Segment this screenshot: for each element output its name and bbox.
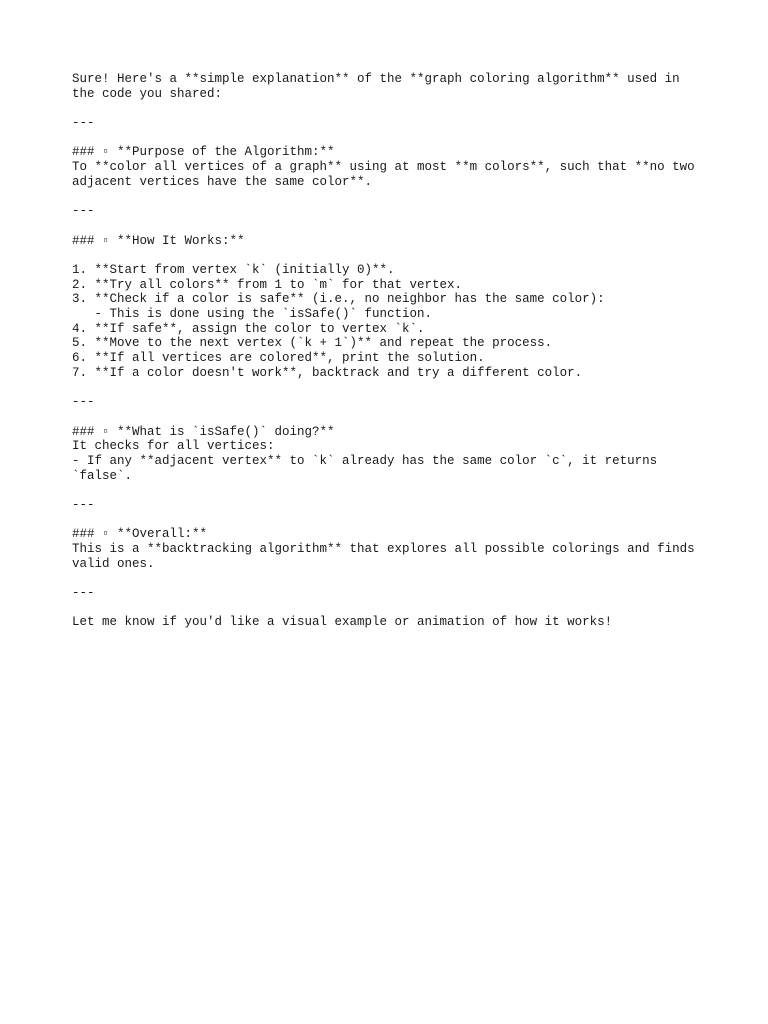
step-6: 6. **If all vertices are colored**, print the solution. [72,351,485,366]
purpose-line-2: adjacent vertices have the same color**. [72,174,373,189]
blank-line [72,101,712,116]
section-heading-overall: ### ▫ **Overall:** [72,527,208,542]
blank-line [72,483,712,498]
section-heading-how-it-works: ### ▫ **How It Works:** [72,233,245,248]
blank-line [72,219,712,234]
overall-line-1: This is a **backtracking algorithm** that explores all possible colorings and finds [72,542,695,556]
step-3-sub: - This is done using the `isSafe()` function. [72,307,433,321]
blank-line [72,131,712,146]
step-4: 4. **If safe**, assign the color to vertex `k`. [72,321,425,336]
blank-line [72,380,712,395]
intro-line-2: the code you shared: [72,86,223,101]
step-5: 5. **Move to the next vertex (`k + 1`)** and repeat the process. [72,336,553,351]
closing-line: Let me know if you'd like a visual example or animation of how it works! [72,615,613,630]
section-heading-issafe: ### ▫ **What is `isSafe()` doing?** [72,424,335,439]
issafe-line-3: `false`. [72,468,133,483]
blank-line [72,190,712,205]
section-heading-purpose: ### ▫ **Purpose of the Algorithm:** [72,145,335,160]
step-2: 2. **Try all colors** from 1 to `m` for that vertex. [72,277,463,292]
step-7: 7. **If a color doesn't work**, backtrack and try a different color. [72,365,583,380]
separator: --- [72,204,95,219]
blank-line [72,513,712,528]
separator: --- [72,116,95,131]
intro-line-1: Sure! Here's a **simple explanation** of the **graph coloring algorithm** used in [72,72,680,86]
issafe-line-2: - If any **adjacent vertex** to `k` already has the same color `c`, it returns [72,453,658,468]
purpose-line-1: To **color all vertices of a graph** using at most **m colors**, such that **no two [72,160,695,175]
blank-line [72,410,712,425]
blank-line [72,248,712,263]
separator: --- [72,586,95,601]
blank-line [72,601,712,616]
overall-line-2: valid ones. [72,556,155,571]
step-1: 1. **Start from vertex `k` (initially 0)**. [72,262,395,277]
document-body [72,72,712,630]
separator: --- [72,395,95,410]
step-3: 3. **Check if a color is safe** (i.e., no neighbor has the same color): [72,292,605,307]
issafe-line-1: It checks for all vertices: [72,439,275,454]
separator: --- [72,497,95,512]
blank-line [72,571,712,586]
